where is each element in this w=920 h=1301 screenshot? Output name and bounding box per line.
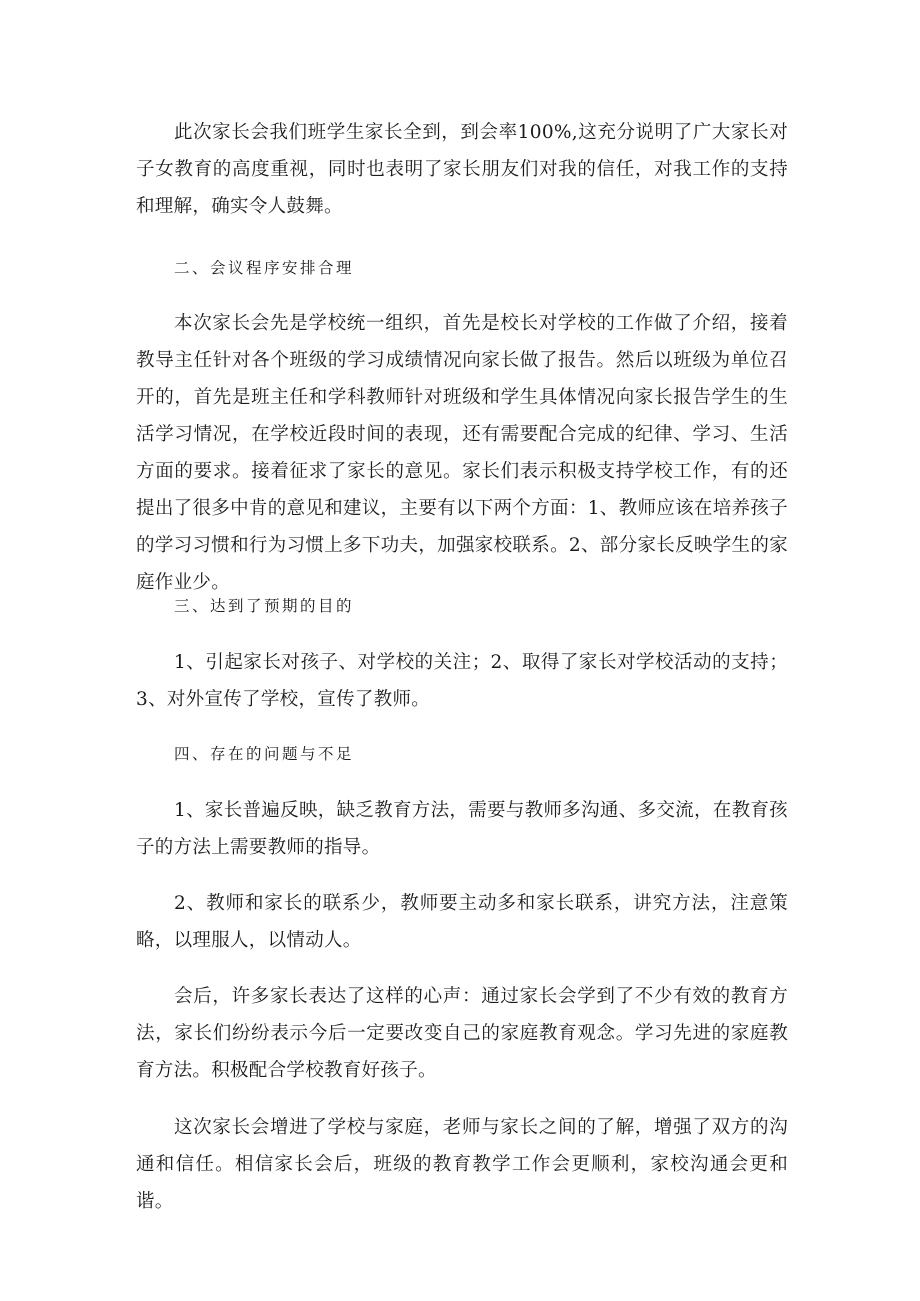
heading-problems: 四、存在的问题与不足: [174, 745, 355, 763]
paragraph-problem-2: 2、教师和家长的联系少，教师要主动多和家长联系，讲究方法，注意策略，以理服人，以情动人。: [136, 893, 788, 951]
paragraph-after-meeting: 会后，许多家长表达了这样的心声：通过家长会学到了不少有效的教育方法，家长们纷纷表示今后一定要改变自己的家庭教育观念。学习先进的家庭教育方法。积极配合学校教育好孩子。: [136, 986, 788, 1081]
paragraph-meeting-procedure: 本次家长会先是学校统一组织，首先是校长对学校的工作做了介绍，接着教导主任针对各个班级的学习成绩情况向家长做了报告。然后以班级为单位召开的，首先是班主任和学科教师针对班级和学生具体情况向家长报告学生的生活学习情况，在学校近段时间的表现，还有需要配合完成的纪律、学习、生活方面的要求。接着征求了家长的意见。家长们表示积极支持学校工作，有的还提出了很多中肯的意见和建议，主要有以下两个方面：1、教师应该在培养孩子的学习习惯和行为习惯上多下功夫，加强家校联系。2、部分家长反映学生的家庭作业少。: [136, 313, 788, 593]
paragraph-conclusion: 这次家长会增进了学校与家庭，老师与家长之间的了解，增强了双方的沟通和信任。相信家长会后，班级的教育教学工作会更顺利，家校沟通会更和谐。: [136, 1117, 788, 1212]
paragraph-goals-achieved: 1、引起家长对孩子、对学校的关注；2、取得了家长对学校活动的支持；3、对外宣传了学校，宣传了教师。: [136, 652, 788, 710]
heading-meeting-procedure: 二、会议程序安排合理: [174, 259, 355, 277]
heading-goals-achieved: 三、达到了预期的目的: [174, 597, 355, 615]
paragraph-attendance: 此次家长会我们班学生家长全到，到会率100%,这充分说明了广大家长对子女教育的高度重视，同时也表明了家长朋友们对我的信任，对我工作的支持和理解，确实令人鼓舞。: [136, 122, 788, 217]
paragraph-problem-1: 1、家长普遍反映，缺乏教育方法，需要与教师多沟通、多交流，在教育孩子的方法上需要教师的指导。: [136, 800, 788, 858]
